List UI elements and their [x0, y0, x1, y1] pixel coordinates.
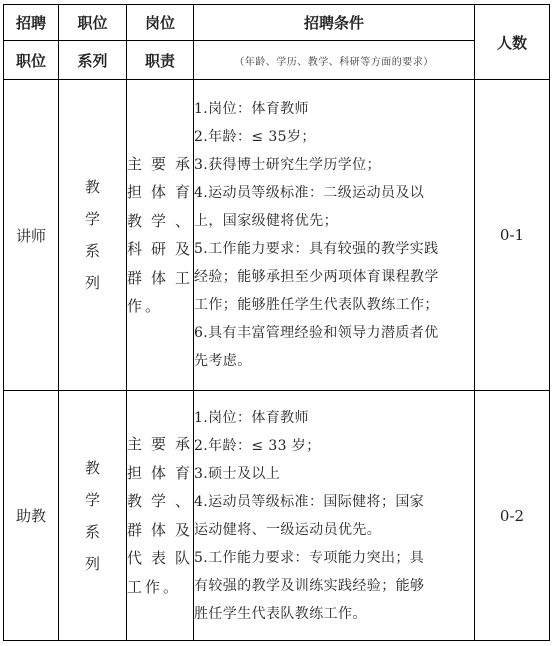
recruit-count: 0-1: [475, 80, 550, 391]
condition-line: 先考虑。: [194, 353, 252, 369]
header-position-sub: 职位: [4, 41, 59, 80]
condition-line: 4.运动员等级标准：二级运动员及以: [194, 185, 425, 201]
job-duty: 主要承担体育教学、群体及代表队工作。: [127, 391, 194, 641]
series-char: 教: [84, 458, 100, 477]
header-count: 人数: [475, 5, 550, 80]
condition-line: 2.年龄：≤ 35岁；: [194, 129, 316, 145]
series-char: 学: [84, 490, 100, 509]
condition-line: 有较强的教学及训练实践经验；能够: [194, 577, 425, 594]
header-conditions-note: （年龄、学历、教学、科研等方面的要求）: [194, 41, 475, 80]
condition-line: 1.岗位：体育教师: [194, 101, 309, 117]
position-name: 讲师: [4, 80, 59, 391]
series-char: 列: [84, 554, 100, 573]
condition-line: 5.工作能力要求：专项能力突出；具: [194, 549, 425, 566]
condition-line: 上，国家级健将优先；: [194, 213, 338, 229]
condition-line: 胜任学生代表队教练工作。: [194, 605, 367, 622]
condition-line: 3.硕士及以上: [194, 465, 281, 482]
job-series: [59, 80, 127, 391]
condition-line: 4.运动员等级标准：国际健将；国家: [194, 493, 425, 510]
header-row-bottom: [4, 41, 550, 80]
series-char: 列: [84, 274, 100, 292]
condition-line: 5.工作能力要求：具有较强的教学实践: [194, 241, 439, 257]
series-char: 系: [84, 242, 100, 260]
table-row: [4, 80, 550, 391]
condition-line: 6.具有丰富管理经验和领导力潜质者优: [194, 325, 439, 341]
header-post: 岗位: [127, 5, 194, 41]
condition-line: 工作；能够胜任学生代表队教练工作；: [194, 297, 439, 313]
job-duty: 主要承担体育教学、科研及群体工作。: [127, 80, 194, 391]
header-row-top: [4, 5, 550, 41]
job-conditions: [194, 80, 475, 391]
table-row: [4, 391, 550, 641]
header-position: 招聘: [4, 5, 59, 41]
condition-line: 运动健将、一级运动员优先。: [194, 521, 382, 538]
condition-line: 经验；能够承担至少两项体育课程教学: [194, 269, 439, 285]
position-name: 助教: [4, 391, 59, 641]
condition-line: 1.岗位：体育教师: [194, 409, 309, 426]
condition-line: 3.获得博士研究生学历学位；: [194, 157, 381, 173]
recruitment-table: [3, 4, 550, 641]
series-char: 系: [84, 522, 100, 541]
series-char: 教: [84, 178, 100, 196]
header-duty-sub: 职责: [127, 41, 194, 80]
header-series-sub: 系列: [59, 41, 127, 80]
header-conditions: 招聘条件: [194, 5, 475, 41]
series-char: 学: [84, 210, 100, 228]
condition-line: 2.年龄：≤ 33 岁；: [194, 437, 321, 454]
job-conditions: [194, 391, 475, 641]
job-series: [59, 391, 127, 641]
recruit-count: 0-2: [475, 391, 550, 641]
header-job-series: 职位: [59, 5, 127, 41]
